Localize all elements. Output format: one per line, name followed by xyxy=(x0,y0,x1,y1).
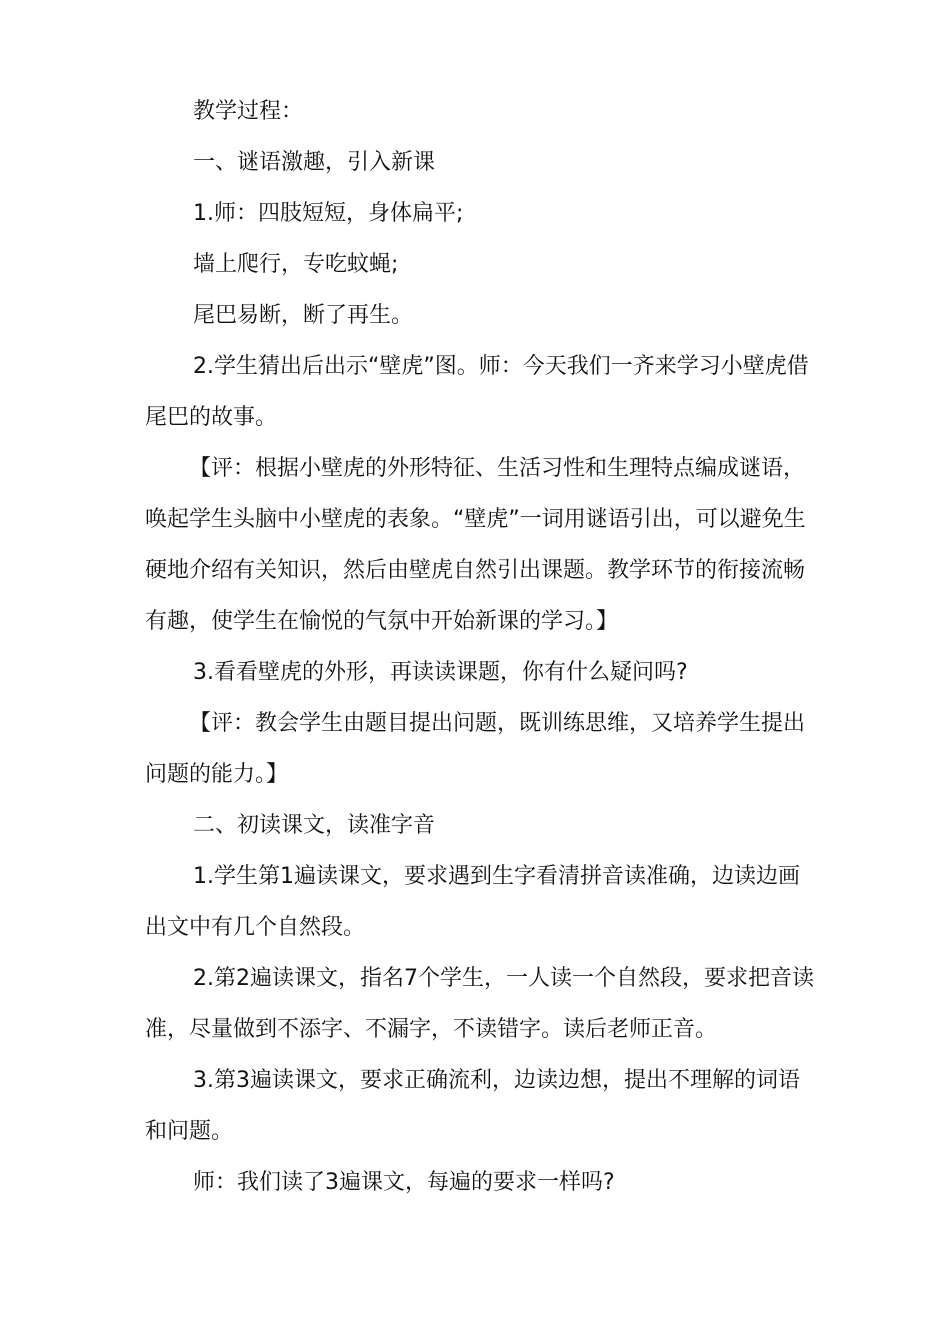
paragraph: 1.师：四肢短短，身体扁平; xyxy=(193,201,464,226)
section-title: 一、谜语激趣，引入新课 xyxy=(193,150,436,175)
paragraph: 尾巴易断，断了再生。 xyxy=(193,303,414,328)
comment-paragraph: 【评：根据小壁虎的外形特征、生活习性和生理特点编成谜语，唤起学生头脑中小壁虎的表象。“壁虎”一词用谜语引出，可以避免生硬地介绍有关知识，然后由壁虎自然引出课题。教学环节的衔接流畅有趣，使学生在愉悦的气氛中开始新课的学习。】 xyxy=(145,456,806,634)
section-heading: 教学过程： xyxy=(193,99,304,124)
paragraph: 师：我们读了3遍课文，每遍的要求一样吗? xyxy=(193,1170,615,1195)
paragraph: 2.学生猜出后出示“壁虎”图。师：今天我们一齐来学习小壁虎借尾巴的故事。 xyxy=(145,354,809,430)
paragraph: 3.第3遍读课文，要求正确流利，边读边想，提出不理解的词语和问题。 xyxy=(145,1068,800,1144)
document-page xyxy=(145,86,815,1208)
paragraph: 墙上爬行，专吃蚊蝇; xyxy=(193,252,399,277)
paragraph: 1.学生第1遍读课文，要求遇到生字看清拼音读准确，边读边画出文中有几个自然段。 xyxy=(145,864,800,940)
comment-paragraph: 【评：教会学生由题目提出问题，既训练思维，又培养学生提出问题的能力。】 xyxy=(145,711,806,787)
paragraph: 3.看看壁虎的外形，再读读课题，你有什么疑问吗? xyxy=(193,660,688,685)
paragraph: 2.第2遍读课文，指名7个学生，一人读一个自然段，要求把音读准，尽量做到不添字、不漏字，不读错字。读后老师正音。 xyxy=(145,966,814,1042)
section-title: 二、初读课文，读准字音 xyxy=(193,813,436,838)
